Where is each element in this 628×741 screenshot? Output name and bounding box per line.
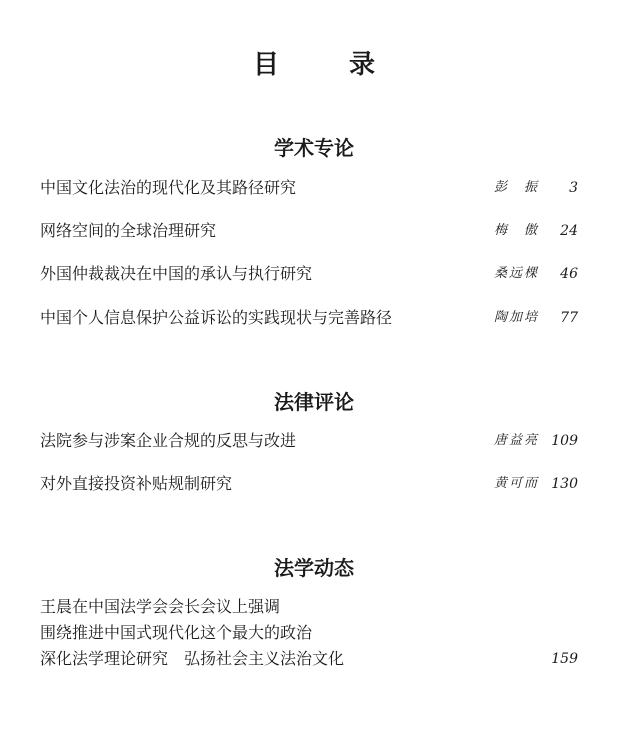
entry-author: 陶加培 — [494, 310, 540, 325]
entry-title: 法院参与涉案企业合规的反思与改进 — [40, 431, 297, 450]
toc-entry[interactable] — [40, 306, 578, 330]
entry-page-number: 109 — [551, 433, 578, 449]
toc-entry[interactable] — [40, 262, 578, 286]
toc-entry[interactable] — [40, 219, 578, 243]
entry-title: 网络空间的全球治理研究 — [40, 221, 217, 240]
entry-author: 唐益亮 — [494, 433, 540, 448]
section-heading-legal-review: 法律评论 — [274, 390, 354, 414]
entry-page-number: 3 — [569, 180, 578, 196]
entry-title: 中国文化法治的现代化及其路径研究 — [40, 178, 297, 197]
entry-page-number: 130 — [551, 476, 578, 492]
entry-title-line: 王晨在中国法学会会长会议上强调 — [40, 597, 281, 616]
entry-title: 外国仲裁裁决在中国的承认与执行研究 — [40, 264, 313, 283]
entry-title: 中国个人信息保护公益诉讼的实践现状与完善路径 — [40, 308, 393, 327]
toc-entry[interactable] — [40, 472, 578, 496]
entry-author: 桑远棵 — [494, 266, 540, 281]
entry-title-line: 深化法学理论研究 弘扬社会主义法治文化 — [40, 649, 345, 668]
entry-title: 对外直接投资补贴规制研究 — [40, 474, 233, 493]
section-heading-academic: 学术专论 — [274, 136, 354, 160]
section-heading-legal-news: 法学动态 — [274, 556, 354, 580]
entry-page-number: 159 — [551, 651, 578, 667]
toc-entry-multiline[interactable] — [40, 594, 578, 672]
entry-author: 黄可而 — [494, 476, 540, 491]
entry-author: 彭 振 — [494, 180, 540, 195]
page-title: 目 录 — [252, 50, 397, 80]
entry-page-number: 77 — [560, 310, 578, 326]
toc-entry[interactable] — [40, 176, 578, 200]
entry-page-number: 46 — [560, 266, 578, 282]
entry-author: 梅 傲 — [494, 223, 540, 238]
entry-title-line: 围绕推进中国式现代化这个最大的政治 — [40, 623, 313, 642]
toc-entry[interactable] — [40, 429, 578, 453]
entry-page-number: 24 — [560, 223, 578, 239]
